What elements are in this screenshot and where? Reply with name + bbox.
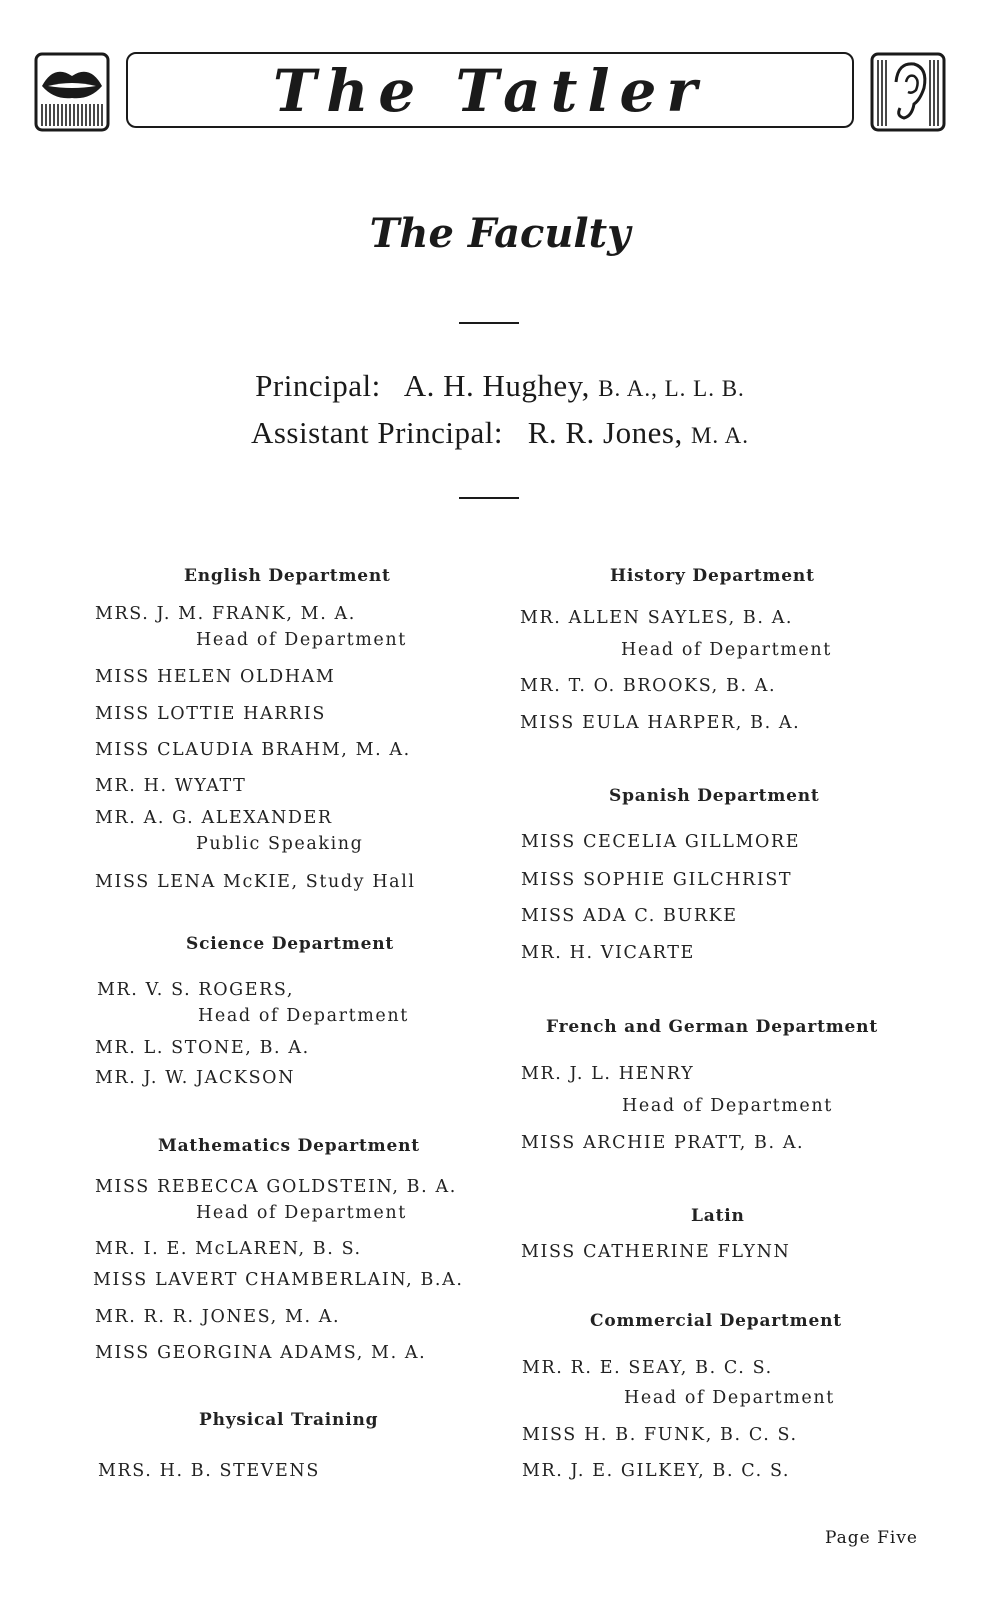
physical-training-heading: Physical Training bbox=[199, 1410, 379, 1430]
faculty-entry: MR. H. WYATT bbox=[95, 776, 247, 796]
faculty-entry: MISS HELEN OLDHAM bbox=[95, 667, 336, 687]
faculty-entry: MISS CECELIA GILLMORE bbox=[521, 832, 801, 852]
assistant-name: R. R. Jones, bbox=[527, 415, 683, 450]
publication-title: The Tatler bbox=[273, 57, 707, 125]
faculty-role: Head of Department bbox=[624, 1388, 835, 1408]
faculty-entry: MR. T. O. BROOKS, B. A. bbox=[520, 676, 777, 696]
faculty-entry: MR. ALLEN SAYLES, B. A. bbox=[520, 608, 794, 628]
faculty-entry: MISS SOPHIE GILCHRIST bbox=[521, 870, 793, 890]
history-dept-heading: History Department bbox=[610, 566, 815, 586]
spanish-dept-heading: Spanish Department bbox=[609, 786, 820, 806]
french-german-dept-heading: French and German Department bbox=[546, 1017, 878, 1037]
faculty-entry: MRS. J. M. FRANK, M. A. bbox=[95, 604, 356, 624]
faculty-entry: MISS CLAUDIA BRAHM, M. A. bbox=[95, 740, 411, 760]
page-number: Page Five bbox=[824, 1528, 918, 1548]
faculty-entry: MISS H. B. FUNK, B. C. S. bbox=[522, 1425, 798, 1445]
faculty-role: Head of Department bbox=[196, 630, 407, 650]
faculty-role: Head of Department bbox=[198, 1006, 409, 1026]
faculty-role: Head of Department bbox=[621, 640, 832, 660]
faculty-entry: MR. V. S. ROGERS, bbox=[97, 980, 294, 1000]
faculty-entry: MRS. H. B. STEVENS bbox=[98, 1461, 320, 1481]
faculty-entry: MISS ADA C. BURKE bbox=[521, 906, 738, 926]
english-dept-heading: English Department bbox=[184, 566, 391, 586]
faculty-entry: MR. I. E. McLAREN, B. S. bbox=[95, 1239, 362, 1259]
faculty-entry: MISS LAVERT CHAMBERLAIN, B.A. bbox=[93, 1270, 464, 1290]
faculty-entry: MISS GEORGINA ADAMS, M. A. bbox=[95, 1343, 427, 1363]
latin-dept-heading: Latin bbox=[691, 1206, 745, 1226]
faculty-entry: MR. L. STONE, B. A. bbox=[95, 1038, 310, 1058]
commercial-dept-heading: Commercial Department bbox=[590, 1311, 842, 1331]
faculty-entry: MR. J. W. JACKSON bbox=[95, 1068, 296, 1088]
faculty-entry: MR. R. R. JONES, M. A. bbox=[95, 1307, 341, 1327]
faculty-role: Head of Department bbox=[622, 1096, 833, 1116]
faculty-entry: MISS LENA McKIE, Study Hall bbox=[95, 872, 416, 892]
page-title: The Faculty bbox=[369, 210, 631, 257]
assistant-label: Assistant Principal: bbox=[250, 415, 503, 450]
principal-label: Principal: bbox=[255, 368, 381, 403]
principal-name: A. H. Hughey, bbox=[403, 368, 590, 403]
faculty-entry: MR. J. E. GILKEY, B. C. S. bbox=[522, 1461, 791, 1481]
faculty-entry: MISS ARCHIE PRATT, B. A. bbox=[521, 1133, 805, 1153]
principal-degree: B. A., L. L. B. bbox=[598, 376, 745, 401]
science-dept-heading: Science Department bbox=[186, 934, 395, 954]
faculty-role: Public Speaking bbox=[196, 834, 364, 854]
math-dept-heading: Mathematics Department bbox=[158, 1136, 420, 1156]
faculty-entry: MISS CATHERINE FLYNN bbox=[521, 1242, 791, 1262]
faculty-entry: MISS REBECCA GOLDSTEIN, B. A. bbox=[95, 1177, 457, 1197]
faculty-entry: MR. A. G. ALEXANDER bbox=[95, 808, 333, 828]
faculty-entry: MR. R. E. SEAY, B. C. S. bbox=[522, 1358, 773, 1378]
assistant-degree: M. A. bbox=[690, 423, 749, 448]
faculty-entry: MISS EULA HARPER, B. A. bbox=[520, 713, 801, 733]
faculty-entry: MR. J. L. HENRY bbox=[521, 1064, 695, 1084]
faculty-role: Head of Department bbox=[196, 1203, 407, 1223]
faculty-entry: MISS LOTTIE HARRIS bbox=[95, 704, 326, 724]
faculty-entry: MR. H. VICARTE bbox=[521, 943, 695, 963]
